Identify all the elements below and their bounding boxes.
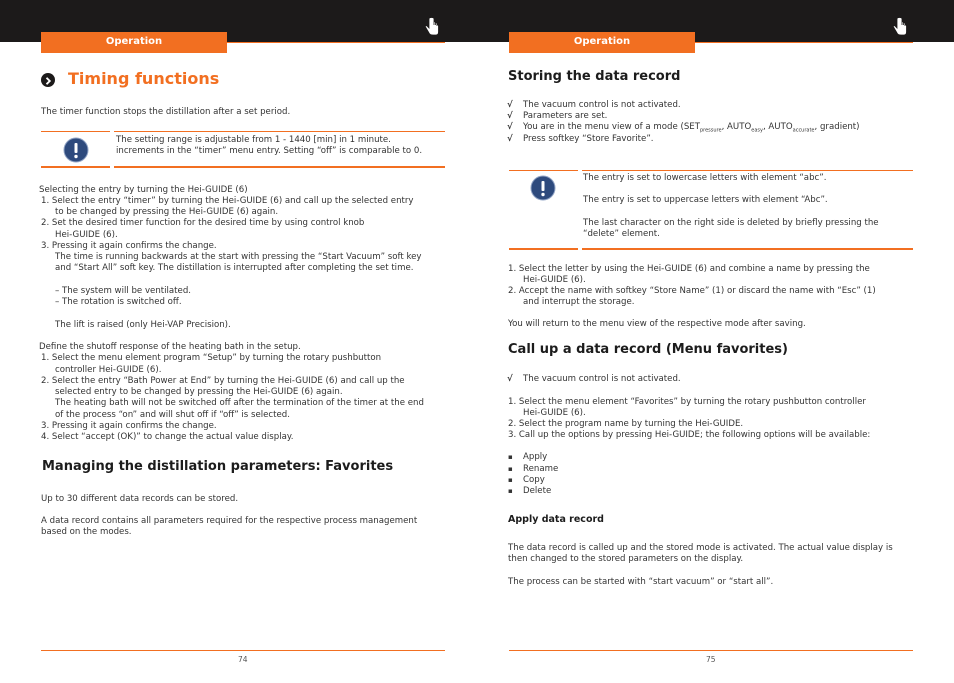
bullet-icon: ▪ bbox=[508, 487, 513, 495]
body-line: 2. Accept the name with softkey “Store Name” (1) or discard the name with “Esc” (1) bbox=[508, 286, 876, 296]
body-line: Hei-GUIDE (6). bbox=[523, 275, 586, 285]
check-icon: √ bbox=[507, 374, 513, 384]
body-line: to be changed by pressing the Hei-GUIDE (6) again. bbox=[55, 207, 279, 217]
check-item: Parameters are set. bbox=[523, 111, 608, 121]
note-rule bbox=[582, 170, 913, 171]
body-line: and “Start All” soft key. The distillation is interrupted after completing the set time. bbox=[55, 263, 414, 273]
body-line: 1. Select the letter by using the Hei-GUIDE (6) and combine a name by pressing the bbox=[508, 264, 870, 274]
hand-pointer-icon bbox=[424, 17, 440, 37]
note-text: increments in the “timer” menu entry. Setting “off” is comparable to 0. bbox=[116, 146, 423, 156]
check-item: Press softkey “Store Favorite”. bbox=[523, 134, 654, 144]
body-line: Hei-GUIDE (6). bbox=[55, 230, 118, 240]
body-line: 1. Select the menu element program “Setup” by turning the rotary pushbutton bbox=[41, 353, 382, 363]
bullet-icon: ▪ bbox=[508, 465, 513, 473]
body-line: – The rotation is switched off. bbox=[55, 297, 182, 307]
body-line: 4. Select “accept (OK)” to change the actual value display. bbox=[41, 432, 294, 442]
note-rule bbox=[41, 131, 110, 132]
note-text: The entry is set to lowercase letters with element “abc”. bbox=[583, 173, 827, 183]
page-title: Timing functions bbox=[68, 69, 220, 88]
body-line: Define the shutoff response of the heating bath in the setup. bbox=[39, 342, 301, 352]
body-line: 2. Select the entry “Bath Power at End” by turning the Hei-GUIDE (6) and call up the bbox=[41, 376, 405, 386]
body-line: selected entry to be changed by pressing the Hei-GUIDE (6) again. bbox=[55, 387, 343, 397]
note-rule bbox=[114, 131, 445, 132]
body-line: The heating bath will not be switched off after the termination of the timer at the end bbox=[55, 398, 424, 408]
footer-rule bbox=[509, 650, 913, 651]
hand-pointer-icon bbox=[892, 17, 908, 37]
chevron-right-icon bbox=[41, 73, 55, 87]
body-line: 3. Pressing it again confirms the change. bbox=[41, 241, 217, 251]
list-item: Delete bbox=[523, 486, 552, 496]
check-icon: √ bbox=[507, 122, 513, 132]
body-line: 2. Set the desired timer function for the desired time by using control knob bbox=[41, 218, 365, 228]
body-line: Hei-GUIDE (6). bbox=[523, 408, 586, 418]
body-line: You will return to the menu view of the respective mode after saving. bbox=[508, 319, 806, 329]
header-rule-left bbox=[227, 42, 445, 43]
body-line: The lift is raised (only Hei-VAP Precision). bbox=[55, 320, 231, 330]
bullet-icon: ▪ bbox=[508, 476, 513, 484]
header-rule-right bbox=[695, 42, 913, 43]
body-line: and interrupt the storage. bbox=[523, 297, 635, 307]
section-heading: Managing the distillation parameters: Favorites bbox=[42, 459, 394, 474]
check-icon: √ bbox=[507, 134, 513, 144]
footer-rule bbox=[41, 650, 445, 651]
note-text: The last character on the right side is deleted by briefly pressing the bbox=[583, 218, 879, 228]
body-line: The time is running backwards at the start with pressing the “Start Vacuum” soft key bbox=[55, 252, 422, 262]
body-line: 3. Pressing it again confirms the change. bbox=[41, 421, 217, 431]
section-heading: Call up a data record (Menu favorites) bbox=[508, 342, 788, 357]
body-line: Up to 30 different data records can be stored. bbox=[41, 494, 239, 504]
body-line: The data record is called up and the stored mode is activated. The actual value display is bbox=[508, 543, 893, 553]
note-rule bbox=[582, 248, 913, 250]
check-item-mode: You are in the menu view of a mode ($SET_{pressure}$, $AUTO_{easy}$, $AUTO_{accurate}$, gradient) bbox=[523, 122, 860, 134]
check-icon: √ bbox=[507, 100, 513, 110]
check-item: The vacuum control is not activated. bbox=[523, 374, 681, 384]
body-line: The process can be started with “start vacuum” or “start all”. bbox=[508, 577, 774, 587]
body-line: based on the modes. bbox=[41, 527, 132, 537]
check-icon: √ bbox=[507, 111, 513, 121]
body-line: 3. Call up the options by pressing Hei-GUIDE; the following options will be available: bbox=[508, 430, 871, 440]
section-tab-left: Operation bbox=[41, 32, 227, 53]
note-text: The setting range is adjustable from 1 - 1440 [min] in 1 minute. bbox=[116, 135, 391, 145]
note-rule bbox=[509, 248, 578, 250]
note-rule bbox=[114, 166, 445, 168]
body-line: then changed to the stored parameters on the display. bbox=[508, 554, 744, 564]
body-line: – The system will be ventilated. bbox=[55, 286, 192, 296]
bullet-icon: ▪ bbox=[508, 453, 513, 461]
list-item: Apply bbox=[523, 452, 548, 462]
body-line: 1. Select the entry “timer” by turning the Hei-GUIDE (6) and call up the selected entry bbox=[41, 196, 414, 206]
note-text: The entry is set to uppercase letters with element “Abc”. bbox=[583, 195, 828, 205]
body-line: 1. Select the menu element “Favorites” by turning the rotary pushbutton controller bbox=[508, 397, 866, 407]
section-tab-right: Operation bbox=[509, 32, 695, 53]
body-line: of the process “on” and will shut off if “off” is selected. bbox=[55, 410, 290, 420]
note-rule bbox=[509, 170, 578, 171]
list-item: Rename bbox=[523, 464, 559, 474]
note-text: “delete” element. bbox=[583, 229, 660, 239]
exclamation-icon bbox=[530, 175, 556, 201]
note-rule bbox=[41, 166, 110, 168]
intro-text: The timer function stops the distillation after a set period. bbox=[41, 107, 291, 117]
body-line: controller Hei-GUIDE (6). bbox=[55, 365, 162, 375]
body-line: Selecting the entry by turning the Hei-GUIDE (6) bbox=[39, 185, 248, 195]
body-line: 2. Select the program name by turning the Hei-GUIDE. bbox=[508, 419, 744, 429]
list-item: Copy bbox=[523, 475, 545, 485]
subsection-heading: Apply data record bbox=[508, 514, 604, 525]
page-number: 74 bbox=[238, 655, 248, 664]
page-number: 75 bbox=[706, 655, 716, 664]
check-item: The vacuum control is not activated. bbox=[523, 100, 681, 110]
body-line: A data record contains all parameters required for the respective process management bbox=[41, 516, 418, 526]
section-heading: Storing the data record bbox=[508, 69, 681, 84]
exclamation-icon bbox=[63, 137, 89, 163]
